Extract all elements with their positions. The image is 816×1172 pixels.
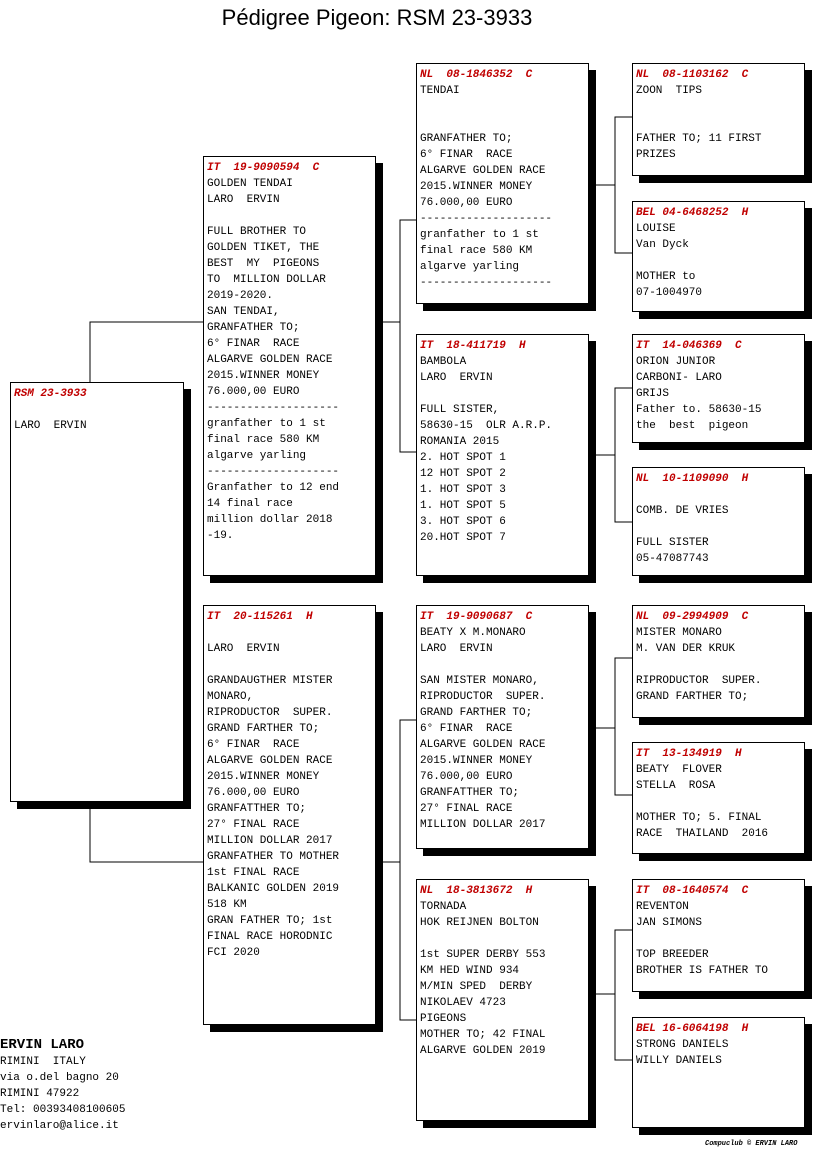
ring-number: IT 20-115261 H — [207, 611, 313, 623]
pigeon-details: BAMBOLA LARO ERVIN FULL SISTER, 58630-15 OLR A.R.P. ROMANIA 2015 2. HOT SPOT 1 12 HOT SPOT 2 1. HOT SPOT 3 1. HOT SPOT 5 3. HOT SPOT 6 20.HOT SPOT 7 — [420, 356, 553, 544]
pigeon-details: STRONG DANIELS WILLY DANIELS — [636, 1039, 729, 1067]
sire-dam-card — [416, 334, 589, 576]
ring-number: NL 18-3813672 H — [420, 885, 533, 897]
pigeon-details: GOLDEN TENDAI LARO ERVIN FULL BROTHER TO GOLDEN TIKET, THE BEST MY PIGEONS TO MILLION DOLLAR 2019-2020. SAN TENDAI, GRANFATHER TO; 6° FINAR RACE ALGARVE GOLDEN RACE 2015.WINNER MONEY 76.000,00 EURO -------------------- granfather to 1 st final race 580 KM algarve yarling -------------------- Granfather to 12 end 14 final race million dollar 2018 -19. — [207, 178, 340, 542]
great-grandparent-card-6 — [632, 742, 805, 854]
pigeon-details: TENDAI GRANFATHER TO; 6° FINAR RACE ALGARVE GOLDEN RACE 2015.WINNER MONEY 76.000,00 EURO -------------------- granfather to 1 st final race 580 KM algarve yarling -------------------- — [420, 85, 553, 289]
owner-email: ervinlaro@alice.it — [0, 1120, 119, 1132]
great-grandparent-card-2 — [632, 201, 805, 312]
ring-number: RSM 23-3933 — [14, 388, 87, 400]
dam-card — [203, 605, 376, 1025]
owner-phone: Tel: 00393408100605 — [0, 1104, 126, 1116]
great-grandparent-card-3 — [632, 334, 805, 443]
great-grandparent-card-8 — [632, 1017, 805, 1128]
pigeon-details: COMB. DE VRIES FULL SISTER 05-47087743 — [636, 505, 729, 565]
owner-address-line: RIMINI 47922 — [0, 1088, 80, 1100]
ring-number: IT 13-134919 H — [636, 748, 742, 760]
great-grandparent-card-7 — [632, 879, 805, 992]
great-grandparent-card-5 — [632, 605, 805, 718]
owner-address-line: RIMINI ITALY — [0, 1056, 86, 1068]
owner-name: ERVIN LARO — [0, 1037, 85, 1053]
ring-number: NL 08-1846352 C — [420, 69, 533, 81]
pigeon-details: ORION JUNIOR CARBONI- LARO GRIJS Father to. 58630-15 the best pigeon — [636, 356, 762, 432]
ring-number: IT 19-9090687 C — [420, 611, 533, 623]
owner-address-line: via o.del bagno 20 — [0, 1072, 119, 1084]
ring-number: IT 14-046369 C — [636, 340, 742, 352]
ring-number: IT 08-1640574 C — [636, 885, 749, 897]
ring-number: NL 08-1103162 C — [636, 69, 749, 81]
ring-number: NL 10-1109090 H — [636, 473, 749, 485]
pigeon-details: MISTER MONARO M. VAN DER KRUK RIPRODUCTOR SUPER. GRAND FARTHER TO; — [636, 627, 762, 703]
pigeon-details: REVENTON JAN SIMONS TOP BREEDER BROTHER IS FATHER TO — [636, 901, 769, 977]
pigeon-details: LARO ERVIN GRANDAUGTHER MISTER MONARO, RIPRODUCTOR SUPER. GRAND FARTHER TO; 6° FINAR RACE ALGARVE GOLDEN RACE 2015.WINNER MONEY 76.000,00 EURO GRANFATTHER TO; 27° FINAL RACE MILLION DOLLAR 2017 GRANFATHER TO MOTHER 1st FINAL RACE BALKANIC GOLDEN 2019 518 KM GRAN FATHER TO; 1st FINAL RACE HORODNIC FCI 2020 — [207, 643, 340, 959]
dam-dam-card — [416, 879, 589, 1121]
owner-contact-block — [0, 1036, 125, 1134]
great-grandparent-card-1 — [632, 63, 805, 176]
ring-number: IT 19-9090594 C — [207, 162, 320, 174]
ring-number: NL 09-2994909 C — [636, 611, 749, 623]
dam-sire-card — [416, 605, 589, 849]
pigeon-details: BEATY X M.MONARO LARO ERVIN SAN MISTER MONARO, RIPRODUCTOR SUPER. GRAND FARTHER TO; 6° FINAR RACE ALGARVE GOLDEN RACE 2015.WINNER MONEY 76.000,00 EURO GRANFATTHER TO; 27° FINAL RACE MILLION DOLLAR 2017 — [420, 627, 546, 831]
great-grandparent-card-4 — [632, 467, 805, 576]
pigeon-details: LOUISE Van Dyck MOTHER to 07-1004970 — [636, 223, 703, 299]
page-title: Pédigree Pigeon: RSM 23-3933 — [221, 5, 533, 30]
software-credit: Compuclub © ERVIN LARO — [705, 1140, 798, 1148]
pigeon-details: LARO ERVIN — [14, 420, 87, 432]
ring-number: BEL 16-6064198 H — [636, 1023, 749, 1035]
pigeon-details: ZOON TIPS FATHER TO; 11 FIRST PRIZES — [636, 85, 762, 161]
subject-pigeon-card — [10, 382, 184, 802]
pigeon-details: BEATY FLOVER STELLA ROSA MOTHER TO; 5. FINAL RACE THAILAND 2016 — [636, 764, 769, 840]
ring-number: BEL 04-6468252 H — [636, 207, 749, 219]
sire-sire-card — [416, 63, 589, 304]
pigeon-details: TORNADA HOK REIJNEN BOLTON 1st SUPER DERBY 553 KM HED WIND 934 M/MIN SPED DERBY NIKOLAEV 4723 PIGEONS MOTHER TO; 42 FINAL ALGARVE GOLDEN 2019 — [420, 901, 546, 1057]
sire-card — [203, 156, 376, 576]
ring-number: IT 18-411719 H — [420, 340, 526, 352]
